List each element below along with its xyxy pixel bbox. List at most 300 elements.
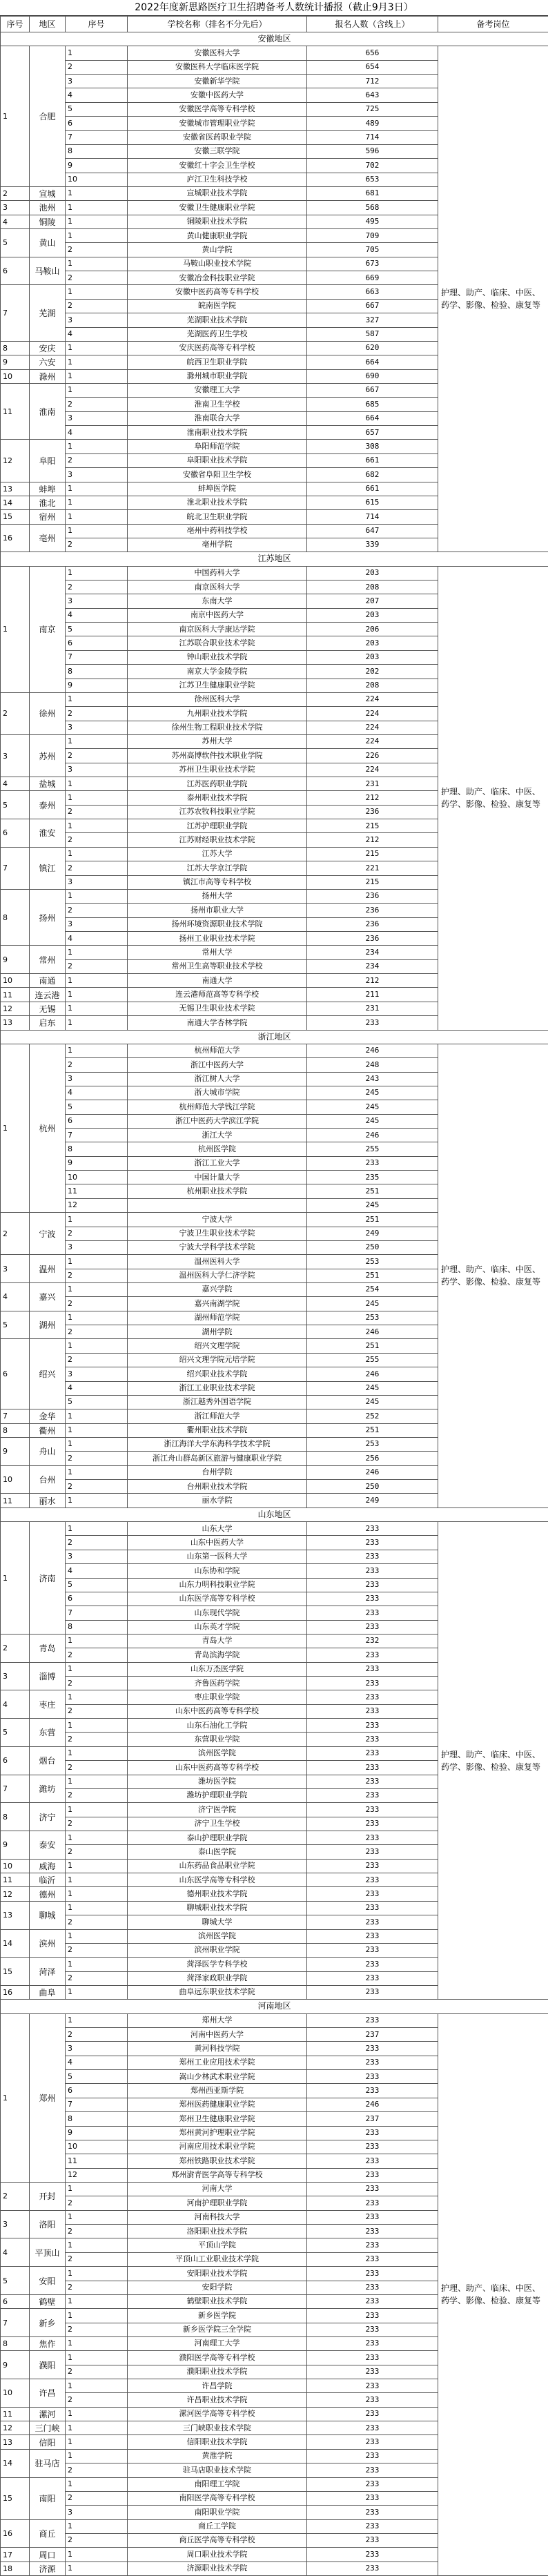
applicant-count: 246 xyxy=(307,1325,438,1339)
school-seq: 2 xyxy=(66,1761,128,1775)
school-name: 济宁医学院 xyxy=(128,1803,307,1817)
school-name: 曲阜远东职业技术学院 xyxy=(128,1985,307,1999)
applicant-count: 233 xyxy=(307,2421,438,2435)
city-index: 8 xyxy=(1,1423,30,1437)
school-seq: 1 xyxy=(66,1522,128,1536)
city-index: 12 xyxy=(1,1002,30,1015)
school-name: 安阳学院 xyxy=(128,2281,307,2294)
applicant-count: 233 xyxy=(307,1564,438,1578)
school-name: 南京医科大学 xyxy=(128,580,307,594)
school-name: 黄山学院 xyxy=(128,243,307,257)
table-row xyxy=(1,1044,548,1057)
school-name: 安徽三联学院 xyxy=(128,144,307,158)
applicant-count: 327 xyxy=(307,313,438,327)
school-name: 淮北职业技术学院 xyxy=(128,496,307,509)
city-name: 合肥 xyxy=(30,46,66,187)
applicant-count: 251 xyxy=(307,1184,438,1198)
school-seq: 1 xyxy=(66,1423,128,1437)
city-index: 1 xyxy=(1,1044,30,1212)
applicant-count: 233 xyxy=(307,2463,438,2477)
city-name: 淮安 xyxy=(30,819,66,848)
school-name: 南阳医学高等专科学校 xyxy=(128,2491,307,2505)
school-name: 安徽城市管理职业学院 xyxy=(128,117,307,130)
school-name: 台州职业技术学院 xyxy=(128,1480,307,1494)
school-seq: 2 xyxy=(66,398,128,411)
school-seq: 3 xyxy=(66,763,128,777)
school-name: 滁州城市职业学院 xyxy=(128,369,307,383)
applicant-count: 231 xyxy=(307,1002,438,1015)
school-seq: 2 xyxy=(66,959,128,973)
school-name: 江苏卫生健康职业学院 xyxy=(128,679,307,692)
applicant-count: 233 xyxy=(307,2435,438,2449)
applicant-count: 206 xyxy=(307,623,438,636)
school-name: 九州职业技术学院 xyxy=(128,707,307,721)
applicant-count: 236 xyxy=(307,904,438,917)
school-name: 济源职业技术学院 xyxy=(128,2562,307,2575)
school-name: 德州职业技术学院 xyxy=(128,1887,307,1901)
city-name: 焦作 xyxy=(30,2336,66,2350)
header-cell: 报名人数（含线上） xyxy=(307,17,438,32)
applicant-count: 203 xyxy=(307,650,438,664)
school-seq: 5 xyxy=(66,1100,128,1114)
applicant-count: 233 xyxy=(307,1859,438,1873)
school-seq: 2 xyxy=(66,2365,128,2379)
school-seq: 2 xyxy=(66,580,128,594)
region-name: 安徽地区 xyxy=(1,32,548,46)
school-name: 台州学院 xyxy=(128,1465,307,1479)
school-seq: 9 xyxy=(66,2126,128,2140)
applicant-count: 661 xyxy=(307,482,438,496)
school-name: 郑州黄河护理职业学院 xyxy=(128,2126,307,2140)
applicant-count: 233 xyxy=(307,2267,438,2281)
city-index: 9 xyxy=(1,355,30,369)
applicant-count: 232 xyxy=(307,1634,438,1648)
applicant-count: 656 xyxy=(307,46,438,60)
city-index: 13 xyxy=(1,482,30,496)
school-name: 常州卫生高等职业技术学校 xyxy=(128,959,307,973)
school-seq: 9 xyxy=(66,1156,128,1170)
school-name: 河南理工大学 xyxy=(128,2336,307,2350)
city-name: 威海 xyxy=(30,1859,66,1873)
applicant-count: 667 xyxy=(307,299,438,313)
applicant-count: 643 xyxy=(307,88,438,102)
applicant-count: 233 xyxy=(307,1592,438,1606)
city-index: 11 xyxy=(1,1494,30,1507)
applicant-count: 249 xyxy=(307,1494,438,1507)
applicant-count: 252 xyxy=(307,1409,438,1423)
applicant-count: 568 xyxy=(307,201,438,215)
school-seq: 3 xyxy=(66,1240,128,1254)
city-index: 1 xyxy=(1,566,30,692)
school-seq: 1 xyxy=(66,1887,128,1901)
city-name: 东营 xyxy=(30,1719,66,1747)
school-name: 郑州医药健康职业学院 xyxy=(128,2098,307,2111)
school-name: 山东协和学院 xyxy=(128,1564,307,1578)
school-seq: 1 xyxy=(66,819,128,833)
applicant-count: 233 xyxy=(307,1929,438,1943)
school-name: 潍坊医学院 xyxy=(128,1775,307,1788)
school-name: 江苏联合职业技术学院 xyxy=(128,636,307,650)
school-name: 安徽医科大学 xyxy=(128,46,307,60)
school-seq: 10 xyxy=(66,1171,128,1184)
school-seq: 4 xyxy=(66,1086,128,1100)
school-seq: 1 xyxy=(66,1873,128,1887)
school-seq: 1 xyxy=(66,510,128,524)
city-index: 8 xyxy=(1,341,30,355)
applicant-count: 233 xyxy=(307,1901,438,1915)
city-index: 12 xyxy=(1,440,30,482)
city-index: 9 xyxy=(1,1437,30,1465)
school-seq: 1 xyxy=(66,1803,128,1817)
school-name: 浙江工业职业技术学院 xyxy=(128,1381,307,1395)
city-index: 2 xyxy=(1,692,30,734)
applicant-count: 243 xyxy=(307,1072,438,1086)
school-seq: 1 xyxy=(66,1311,128,1325)
applicant-count: 681 xyxy=(307,186,438,200)
school-name: 郑州卫生健康职业学院 xyxy=(128,2112,307,2126)
school-name: 安徽理工大学 xyxy=(128,383,307,397)
school-name: 安徽新华学院 xyxy=(128,75,307,88)
applicant-count: 246 xyxy=(307,1129,438,1142)
applicant-count: 667 xyxy=(307,383,438,397)
school-seq: 4 xyxy=(66,1381,128,1395)
city-index: 11 xyxy=(1,1873,30,1887)
applicant-count: 233 xyxy=(307,2491,438,2505)
school-name: 山东中医药高等专科学校 xyxy=(128,1704,307,1718)
school-name: 许昌职业技术学院 xyxy=(128,2393,307,2407)
city-name: 漯河 xyxy=(30,2407,66,2421)
school-seq: 1 xyxy=(66,777,128,791)
school-seq: 1 xyxy=(66,2336,128,2350)
city-name: 嘉兴 xyxy=(30,1282,66,1311)
city-index: 5 xyxy=(1,2267,30,2295)
school-name: 山东医学高等专科学校 xyxy=(128,1873,307,1887)
applicant-count: 233 xyxy=(307,2252,438,2266)
applicant-count: 661 xyxy=(307,453,438,467)
applicant-count: 233 xyxy=(307,2449,438,2463)
school-name: 温州医科大学 xyxy=(128,1255,307,1269)
school-seq: 5 xyxy=(66,1395,128,1409)
school-name: 商丘工学院 xyxy=(128,2519,307,2533)
school-name: 绍兴文理学院元培学院 xyxy=(128,1353,307,1367)
applicant-count: 339 xyxy=(307,538,438,552)
applicant-count: 682 xyxy=(307,468,438,482)
city-index: 2 xyxy=(1,1213,30,1255)
school-name xyxy=(128,1198,307,1212)
school-seq: 1 xyxy=(66,2519,128,2533)
school-seq: 3 xyxy=(66,2506,128,2519)
school-name: 镇江市高等专科学校 xyxy=(128,875,307,889)
applicant-count: 245 xyxy=(307,1100,438,1114)
applicant-count: 664 xyxy=(307,411,438,425)
school-name: 信阳职业技术学院 xyxy=(128,2435,307,2449)
school-seq: 1 xyxy=(66,201,128,215)
school-seq: 2 xyxy=(66,2463,128,2477)
school-name: 东营职业学院 xyxy=(128,1733,307,1746)
applicant-count: 233 xyxy=(307,1704,438,1718)
school-seq: 2 xyxy=(66,1817,128,1831)
city-name: 湖州 xyxy=(30,1311,66,1339)
school-seq: 2 xyxy=(66,805,128,819)
city-index: 3 xyxy=(1,734,30,777)
city-name: 济南 xyxy=(30,1522,66,1635)
applicant-count: 251 xyxy=(307,1339,438,1353)
school-name: 阜阳师范学院 xyxy=(128,440,307,453)
school-seq: 1 xyxy=(66,2562,128,2575)
school-seq: 2 xyxy=(66,1733,128,1746)
school-name: 苏州大学 xyxy=(128,734,307,748)
applicant-count: 233 xyxy=(307,2323,438,2336)
city-name: 丽水 xyxy=(30,1494,66,1507)
applicant-count: 207 xyxy=(307,594,438,608)
applicant-count: 705 xyxy=(307,243,438,257)
school-seq: 10 xyxy=(66,2140,128,2154)
school-seq: 7 xyxy=(66,1606,128,1620)
applicant-count: 250 xyxy=(307,1480,438,1494)
school-seq: 5 xyxy=(66,623,128,636)
city-name: 周口 xyxy=(30,2548,66,2562)
applicant-count: 233 xyxy=(307,2519,438,2533)
school-name: 丽水学院 xyxy=(128,1494,307,1507)
sheet-title: 2022年度新思路医疗卫生招聘备考人数统计播报（截止9月3日） xyxy=(0,0,548,16)
city-name: 许昌 xyxy=(30,2379,66,2408)
school-seq: 1 xyxy=(66,2435,128,2449)
applicant-count: 233 xyxy=(307,1831,438,1845)
school-name: 泰山医学院 xyxy=(128,1845,307,1859)
city-index: 13 xyxy=(1,2435,30,2449)
applicant-count: 615 xyxy=(307,496,438,509)
city-index: 6 xyxy=(1,2294,30,2308)
school-name: 江苏农牧科技职业学院 xyxy=(128,805,307,819)
city-index: 13 xyxy=(1,1901,30,1929)
school-seq: 2 xyxy=(66,1788,128,1802)
city-name: 温州 xyxy=(30,1255,66,1283)
applicant-count: 233 xyxy=(307,1915,438,1929)
applicant-count: 237 xyxy=(307,2112,438,2126)
school-name: 温州医科大学仁济学院 xyxy=(128,1269,307,1282)
applicant-count: 233 xyxy=(307,2309,438,2323)
school-name: 浙大城市学院 xyxy=(128,1086,307,1100)
school-seq: 1 xyxy=(66,482,128,496)
exam-positions: 护理、助产、临床、中医、药学、影像、检验、康复等 xyxy=(438,2013,548,2575)
exam-positions: 护理、助产、临床、中医、药学、影像、检验、康复等 xyxy=(438,46,548,552)
school-seq: 1 xyxy=(66,1831,128,1845)
school-seq: 3 xyxy=(66,917,128,931)
exam-positions: 护理、助产、临床、中医、药学、影像、检验、康复等 xyxy=(438,1044,548,1507)
applicant-count: 233 xyxy=(307,1690,438,1704)
school-seq: 2 xyxy=(66,904,128,917)
city-name: 南京 xyxy=(30,566,66,692)
city-name: 菏泽 xyxy=(30,1958,66,1986)
applicant-count: 712 xyxy=(307,75,438,88)
applicant-count: 233 xyxy=(307,2140,438,2154)
applicant-count: 248 xyxy=(307,1058,438,1072)
school-seq: 2 xyxy=(66,1648,128,1662)
city-index: 4 xyxy=(1,1282,30,1311)
city-index: 5 xyxy=(1,1719,30,1747)
applicant-count: 231 xyxy=(307,777,438,791)
school-seq: 5 xyxy=(66,102,128,116)
school-seq: 8 xyxy=(66,2112,128,2126)
school-seq: 1 xyxy=(66,1690,128,1704)
city-name: 泰安 xyxy=(30,1831,66,1860)
school-name: 郑州澍青医学高等专科学校 xyxy=(128,2168,307,2182)
school-seq: 2 xyxy=(66,538,128,552)
applicant-count: 224 xyxy=(307,721,438,734)
applicant-count: 251 xyxy=(307,1213,438,1227)
school-seq: 1 xyxy=(66,1044,128,1057)
city-index: 2 xyxy=(1,1634,30,1662)
school-name: 新乡医学院 xyxy=(128,2309,307,2323)
school-name: 安徽省阜阳卫生学校 xyxy=(128,468,307,482)
applicant-count: 233 xyxy=(307,1943,438,1957)
school-seq: 2 xyxy=(66,2393,128,2407)
city-index: 4 xyxy=(1,1690,30,1719)
school-name: 安徽省医药职业学院 xyxy=(128,130,307,144)
region-header-row xyxy=(1,2000,548,2013)
applicant-count: 233 xyxy=(307,1761,438,1775)
school-seq: 1 xyxy=(66,1746,128,1760)
city-name: 苏州 xyxy=(30,734,66,777)
applicant-count: 725 xyxy=(307,102,438,116)
school-seq: 1 xyxy=(66,2477,128,2491)
applicant-count: 233 xyxy=(307,2506,438,2519)
school-seq: 1 xyxy=(66,46,128,60)
school-name: 南京中医药大学 xyxy=(128,608,307,622)
school-seq: 2 xyxy=(66,2196,128,2210)
school-name: 苏州卫生职业技术学院 xyxy=(128,763,307,777)
school-name: 常州大学 xyxy=(128,946,307,959)
school-name: 浙江中医药大学 xyxy=(128,1058,307,1072)
school-name: 芜湖职业技术学院 xyxy=(128,313,307,327)
city-name: 泰州 xyxy=(30,791,66,819)
stats-table xyxy=(0,16,548,2576)
city-index: 8 xyxy=(1,2336,30,2350)
school-name: 湖州学院 xyxy=(128,1325,307,1339)
applicant-count: 690 xyxy=(307,369,438,383)
school-name: 皖北卫生职业学院 xyxy=(128,510,307,524)
school-name: 安徽红十字会卫生学校 xyxy=(128,159,307,173)
city-index: 11 xyxy=(1,383,30,439)
table-row xyxy=(1,566,548,580)
school-seq: 2 xyxy=(66,1845,128,1859)
school-name: 淮南职业技术学院 xyxy=(128,426,307,440)
applicant-count: 233 xyxy=(307,2126,438,2140)
school-seq: 1 xyxy=(66,1775,128,1788)
applicant-count: 233 xyxy=(307,1156,438,1170)
school-seq: 2 xyxy=(66,2323,128,2336)
city-name: 烟台 xyxy=(30,1746,66,1775)
school-seq: 1 xyxy=(66,1002,128,1015)
city-name: 铜陵 xyxy=(30,215,66,228)
school-name: 江苏大学京江学院 xyxy=(128,861,307,875)
region-name: 江苏地区 xyxy=(1,552,548,566)
city-name: 绍兴 xyxy=(30,1339,66,1409)
city-index: 14 xyxy=(1,496,30,509)
school-seq: 6 xyxy=(66,2084,128,2098)
city-name: 平顶山 xyxy=(30,2238,66,2267)
applicant-count: 236 xyxy=(307,805,438,819)
school-seq: 1 xyxy=(66,1985,128,1999)
school-name: 浙江海洋大学东海科学技术学院 xyxy=(128,1437,307,1451)
school-name: 淮南卫生学校 xyxy=(128,398,307,411)
applicant-count: 236 xyxy=(307,889,438,903)
school-name: 青岛滨海学院 xyxy=(128,1648,307,1662)
city-name: 商丘 xyxy=(30,2519,66,2548)
city-index: 1 xyxy=(1,2013,30,2182)
school-seq: 1 xyxy=(66,229,128,243)
school-name: 浙江树人大学 xyxy=(128,1072,307,1086)
school-seq: 1 xyxy=(66,988,128,1002)
school-seq: 1 xyxy=(66,566,128,580)
school-name: 滨州医学院 xyxy=(128,1746,307,1760)
school-seq: 1 xyxy=(66,285,128,299)
school-name: 安徽医学高等专科学校 xyxy=(128,102,307,116)
city-index: 7 xyxy=(1,285,30,341)
city-index: 14 xyxy=(1,2449,30,2477)
school-name: 山东力明科技职业学院 xyxy=(128,1578,307,1592)
city-index: 6 xyxy=(1,1746,30,1775)
school-seq: 11 xyxy=(66,1184,128,1198)
city-index: 8 xyxy=(1,889,30,945)
applicant-count: 657 xyxy=(307,426,438,440)
city-index: 1 xyxy=(1,1522,30,1635)
city-index: 10 xyxy=(1,369,30,383)
applicant-count: 224 xyxy=(307,734,438,748)
city-index: 10 xyxy=(1,1859,30,1873)
applicant-count: 249 xyxy=(307,1227,438,1240)
city-index: 10 xyxy=(1,1465,30,1494)
school-name: 齐鲁医药学院 xyxy=(128,1677,307,1690)
school-name: 南通大学杏林学院 xyxy=(128,1016,307,1030)
school-seq: 2 xyxy=(66,1480,128,1494)
applicant-count: 245 xyxy=(307,1198,438,1212)
school-seq: 3 xyxy=(66,313,128,327)
city-index: 2 xyxy=(1,186,30,200)
school-seq: 1 xyxy=(66,2294,128,2308)
school-name: 山东药品食品职业学院 xyxy=(128,1859,307,1873)
school-name: 河南中医药大学 xyxy=(128,2028,307,2042)
applicant-count: 669 xyxy=(307,271,438,285)
header-cell: 地区 xyxy=(30,17,66,32)
region-name: 河南地区 xyxy=(1,2000,548,2013)
school-seq: 1 xyxy=(66,257,128,271)
applicant-count: 233 xyxy=(307,1550,438,1563)
city-name: 淄博 xyxy=(30,1662,66,1690)
applicant-count: 233 xyxy=(307,2393,438,2407)
school-seq: 1 xyxy=(66,1662,128,1676)
school-seq: 4 xyxy=(66,88,128,102)
applicant-count: 215 xyxy=(307,847,438,861)
school-name: 嘉兴学院 xyxy=(128,1282,307,1296)
school-seq: 2 xyxy=(66,60,128,74)
city-index: 3 xyxy=(1,1255,30,1283)
school-seq: 2 xyxy=(66,707,128,721)
school-name: 皖西卫生职业学院 xyxy=(128,355,307,369)
school-seq: 2 xyxy=(66,1297,128,1311)
school-seq: 1 xyxy=(66,1494,128,1507)
applicant-count: 233 xyxy=(307,2168,438,2182)
school-seq: 3 xyxy=(66,875,128,889)
school-seq: 1 xyxy=(66,791,128,805)
school-seq: 1 xyxy=(66,2210,128,2224)
city-name: 洛阳 xyxy=(30,2210,66,2238)
school-name: 徐州生物工程职业技术学院 xyxy=(128,721,307,734)
city-name: 连云港 xyxy=(30,988,66,1002)
city-name: 徐州 xyxy=(30,692,66,734)
city-name: 舟山 xyxy=(30,1437,66,1465)
applicant-count: 255 xyxy=(307,1142,438,1156)
